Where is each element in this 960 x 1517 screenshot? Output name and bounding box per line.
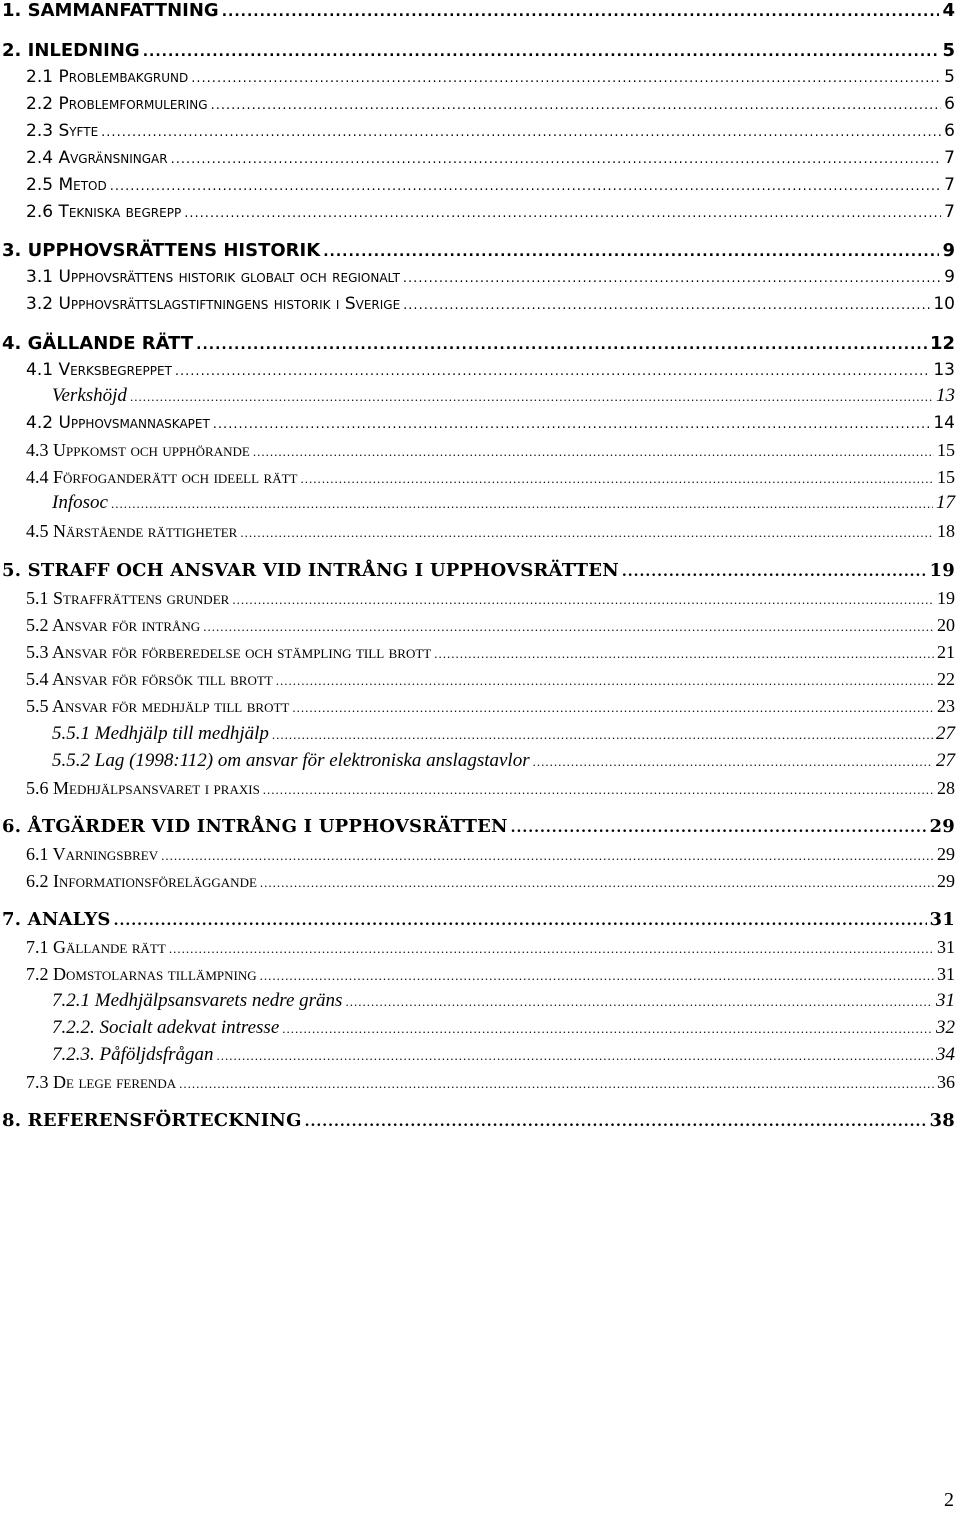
toc-page-number: 10 xyxy=(933,294,955,314)
toc-page-number: 7 xyxy=(944,202,955,222)
toc-entry-label: 5. STRAFF OCH ANSVAR VID INTRÅNG I UPPHOVSRÄTTEN xyxy=(2,560,619,581)
toc-entry-verkshojd[interactable] xyxy=(52,385,955,407)
toc-entry-label: 3.2 Upphovsrättslagstiftningens historik i Sverige xyxy=(26,294,401,314)
toc-leader-dots xyxy=(171,152,942,167)
toc-leader-dots xyxy=(175,364,930,379)
toc-leader-dots xyxy=(240,525,934,541)
toc-page-number: 31 xyxy=(937,937,955,957)
toc-entry-label: 4.5 Närstående rättigheter xyxy=(26,521,238,541)
toc-entry-2[interactable] xyxy=(2,40,955,61)
toc-leader-dots xyxy=(263,782,934,798)
toc-page-number: 31 xyxy=(936,990,955,1011)
toc-page-number: 23 xyxy=(937,696,955,716)
toc-page-number: 29 xyxy=(937,871,955,891)
toc-entry-label: 7.3 De lege ferenda xyxy=(26,1072,177,1092)
toc-leader-dots xyxy=(114,913,927,929)
toc-leader-dots xyxy=(169,941,934,957)
toc-leader-dots xyxy=(434,646,934,662)
toc-entry-label: Verkshöjd xyxy=(52,385,127,406)
toc-entry-label: 5.3 Ansvar för förberedelse och stämpling till brott xyxy=(26,642,432,662)
toc-page-number: 29 xyxy=(937,844,955,864)
toc-entry-1[interactable] xyxy=(2,0,955,21)
toc-entry-5-4[interactable] xyxy=(26,669,955,690)
toc-entry-2-6[interactable] xyxy=(26,202,955,222)
toc-entry-3-1[interactable] xyxy=(26,267,955,287)
toc-leader-dots xyxy=(260,875,934,891)
toc-entry-label: 2.2 Problemformulering xyxy=(26,94,208,114)
toc-entry-label: 6. ÅTGÄRDER VID INTRÅNG I UPPHOVSRÄTTEN xyxy=(2,816,508,837)
toc-entry-label: 7. ANALYS xyxy=(2,909,111,930)
toc-leader-dots xyxy=(191,71,941,86)
toc-entry-5-3[interactable] xyxy=(26,642,955,663)
toc-entry-label: 3. UPPHOVSRÄTTENS HISTORIK xyxy=(2,240,321,261)
page-number: 2 xyxy=(944,1489,954,1511)
toc-entry-2-1[interactable] xyxy=(26,67,955,87)
toc-leader-dots xyxy=(305,1114,927,1130)
toc-leader-dots xyxy=(184,206,941,221)
toc-page-number: 19 xyxy=(929,560,955,581)
toc-page-number: 5 xyxy=(942,40,955,61)
toc-entry-2-4[interactable] xyxy=(26,148,955,168)
toc-page-number: 13 xyxy=(936,385,955,406)
toc-entry-label: 2.4 Avgränsningar xyxy=(26,148,168,168)
toc-entry-4-2[interactable] xyxy=(26,413,955,433)
toc-entry-label: 5.5.1 Medhjälp till medhjälp xyxy=(52,723,269,744)
toc-page-number: 15 xyxy=(937,467,955,487)
toc-page-number: 17 xyxy=(936,492,955,513)
toc-entry-label: 6.2 Informationsföreläggande xyxy=(26,871,257,891)
toc-page-number: 15 xyxy=(937,440,955,460)
toc-entry-4-1[interactable] xyxy=(26,360,955,380)
toc-page-number: 5 xyxy=(944,67,955,87)
toc-page-number: 36 xyxy=(937,1072,955,1092)
toc-entry-4[interactable] xyxy=(2,333,955,354)
toc-leader-dots xyxy=(130,389,933,405)
toc-leader-dots xyxy=(111,496,933,512)
toc-page-number: 9 xyxy=(942,240,955,261)
toc-leader-dots xyxy=(217,1048,933,1064)
toc-leader-dots xyxy=(272,727,933,743)
toc-entry-label: 5.1 Straffrättens grunder xyxy=(26,588,230,608)
toc-entry-7-3[interactable] xyxy=(26,1072,955,1093)
toc-entry-label: 2.5 Metod xyxy=(26,175,107,195)
toc-entry-label: 4.3 Uppkomst och upphörande xyxy=(26,440,250,460)
toc-page-number: 13 xyxy=(933,360,955,380)
toc-entry-label: 5.5.2 Lag (1998:112) om ansvar för elektroniska anslagstavlor xyxy=(52,750,530,771)
toc-entry-2-2[interactable] xyxy=(26,94,955,114)
toc-leader-dots xyxy=(232,592,934,608)
toc-entry-label: 3.1 Upphovsrättens historik globalt och regionalt xyxy=(26,267,400,287)
toc-leader-dots xyxy=(403,271,941,286)
toc-page-number: 12 xyxy=(929,333,955,354)
toc-page-number: 31 xyxy=(929,909,955,930)
toc-leader-dots xyxy=(323,244,939,260)
toc-leader-dots xyxy=(211,98,942,113)
toc-entry-label: 7.1 Gällande rätt xyxy=(26,937,166,957)
toc-leader-dots xyxy=(253,444,934,460)
toc-page-number: 7 xyxy=(944,148,955,168)
toc-entry-7[interactable] xyxy=(2,909,955,930)
toc-entry-4-3[interactable] xyxy=(26,440,955,461)
toc-entry-5-2[interactable] xyxy=(26,615,955,636)
toc-entry-7-2-2[interactable] xyxy=(52,1017,955,1039)
toc-entry-3-2[interactable] xyxy=(26,294,955,314)
toc-entry-3[interactable] xyxy=(2,240,955,261)
toc-entry-7-2[interactable] xyxy=(26,964,955,985)
toc-entry-8[interactable] xyxy=(2,1110,955,1131)
toc-entry-7-1[interactable] xyxy=(26,937,955,958)
toc-page-number: 20 xyxy=(937,615,955,635)
toc-page-number: 18 xyxy=(937,521,955,541)
toc-page-number: 9 xyxy=(944,267,955,287)
toc-leader-dots xyxy=(203,619,934,635)
toc-entry-7-2-1[interactable] xyxy=(52,990,955,1012)
toc-entry-label: 2.3 Syfte xyxy=(26,121,99,141)
toc-page-number: 7 xyxy=(944,175,955,195)
toc-entry-label: 4.2 Upphovsmannaskapet xyxy=(26,413,210,433)
toc-entry-label: 7.2.2. Socialt adekvat intresse xyxy=(52,1017,280,1038)
toc-page-number: 27 xyxy=(936,750,955,771)
toc-entry-6[interactable] xyxy=(2,816,955,837)
toc-leader-dots xyxy=(213,417,931,432)
toc-leader-dots xyxy=(345,994,933,1010)
toc-page-number: 29 xyxy=(929,816,955,837)
toc-leader-dots xyxy=(222,4,940,20)
toc-entry-5-5-1[interactable] xyxy=(52,723,955,745)
toc-entry-label: 2. INLEDNING xyxy=(2,40,140,61)
toc-page-number: 6 xyxy=(944,94,955,114)
toc-leader-dots xyxy=(403,298,930,313)
toc-leader-dots xyxy=(196,337,927,353)
toc-leader-dots xyxy=(292,700,934,716)
toc-entry-4-4[interactable] xyxy=(26,467,955,488)
toc-leader-dots xyxy=(161,848,934,864)
toc-entry-label: 6.1 Varningsbrev xyxy=(26,844,159,864)
toc-leader-dots xyxy=(511,820,927,836)
toc-leader-dots xyxy=(282,1021,933,1037)
toc-page-number: 28 xyxy=(937,778,955,798)
toc-entry-label: Infosoc xyxy=(52,492,108,513)
toc-leader-dots xyxy=(260,968,934,984)
toc-entry-label: 4. GÄLLANDE RÄTT xyxy=(2,333,194,354)
toc-leader-dots xyxy=(143,44,940,60)
toc-entry-5-1[interactable] xyxy=(26,588,955,609)
toc-entry-5-5[interactable] xyxy=(26,696,955,717)
toc-entry-label: 2.6 Tekniska begrepp xyxy=(26,202,182,222)
toc-page-number: 31 xyxy=(937,964,955,984)
toc-entry-label: 5.4 Ansvar för försök till brott xyxy=(26,669,273,689)
toc-entry-2-3[interactable] xyxy=(26,121,955,141)
toc-entry-infosoc[interactable] xyxy=(52,492,955,514)
toc-leader-dots xyxy=(622,564,927,580)
toc-leader-dots xyxy=(101,125,941,140)
toc-entry-6-1[interactable] xyxy=(26,844,955,865)
toc-entry-label: 5.5 Ansvar för medhjälp till brott xyxy=(26,696,290,716)
toc-leader-dots xyxy=(301,471,935,487)
toc-leader-dots xyxy=(276,673,934,689)
toc-entry-5[interactable] xyxy=(2,560,955,581)
toc-page-number: 21 xyxy=(937,642,955,662)
toc-entry-5-5-2[interactable] xyxy=(52,750,955,772)
toc-entry-label: 7.2 Domstolarnas tillämpning xyxy=(26,964,257,984)
toc-entry-label: 2.1 Problembakgrund xyxy=(26,67,189,87)
toc-page-number: 14 xyxy=(933,413,955,433)
toc-entry-label: 7.2.1 Medhjälpsansvarets nedre gräns xyxy=(52,990,343,1011)
toc-entry-5-6[interactable] xyxy=(26,778,955,799)
toc-entry-4-5[interactable] xyxy=(26,521,955,542)
toc-leader-dots xyxy=(533,754,933,770)
toc-page-number: 22 xyxy=(937,669,955,689)
toc-entry-label: 7.2.3. Påföljdsfrågan xyxy=(52,1044,214,1065)
toc-page-number: 27 xyxy=(936,723,955,744)
toc-entry-label: 8. REFERENSFÖRTECKNING xyxy=(2,1110,302,1131)
toc-leader-dots xyxy=(110,179,941,194)
toc-page-number: 32 xyxy=(936,1017,955,1038)
toc-page-number: 6 xyxy=(944,121,955,141)
toc-entry-2-5[interactable] xyxy=(26,175,955,195)
toc-page-number: 38 xyxy=(929,1110,955,1131)
toc-leader-dots xyxy=(179,1076,934,1092)
toc-page-number: 34 xyxy=(936,1044,955,1065)
toc-entry-label: 1. SAMMANFATTNING xyxy=(2,0,219,21)
toc-entry-label: 4.4 Förfoganderätt och ideell rätt xyxy=(26,467,298,487)
toc-entry-label: 5.6 Medhjälpsansvaret i praxis xyxy=(26,778,260,798)
toc-entry-7-2-3[interactable] xyxy=(52,1044,955,1066)
toc-entry-label: 4.1 Verksbegreppet xyxy=(26,360,172,380)
toc-entry-label: 5.2 Ansvar för intrång xyxy=(26,615,201,635)
toc-page-number: 4 xyxy=(942,0,955,21)
toc-entry-6-2[interactable] xyxy=(26,871,955,892)
toc-page-number: 19 xyxy=(937,588,955,608)
